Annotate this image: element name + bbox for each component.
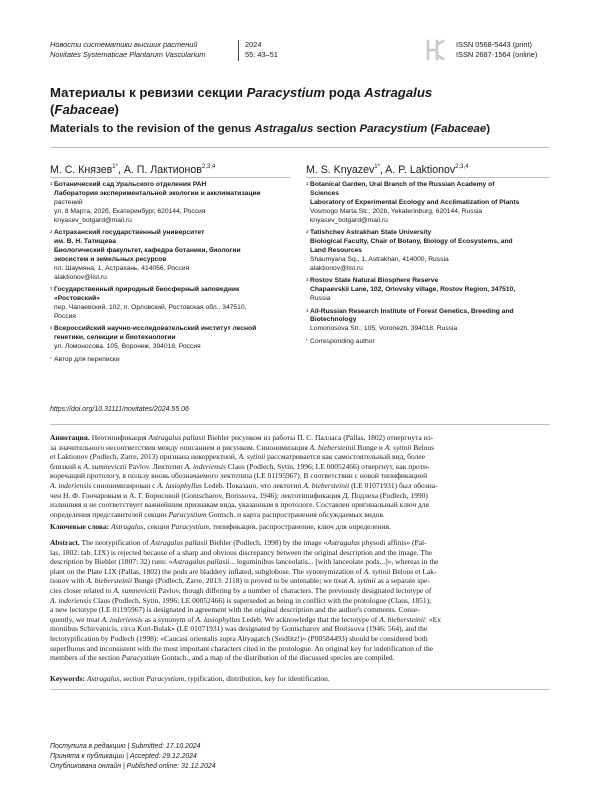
affiliation-number: * bbox=[306, 337, 308, 343]
author-affiliation-mark: 1* bbox=[112, 164, 118, 170]
affiliation-line: Россия bbox=[54, 312, 76, 320]
affiliation-entry bbox=[50, 181, 290, 226]
affiliation-line: Laboratory of Experimental Ecology and Acclimatization of Plants bbox=[310, 198, 520, 206]
affiliation-number: 3 bbox=[306, 277, 309, 283]
abstract-english bbox=[50, 538, 550, 663]
title-ru-family: Fabaceae bbox=[54, 102, 115, 117]
author-affiliation-mark: 2,3,4 bbox=[455, 164, 469, 170]
title-ru-text: ) bbox=[114, 102, 119, 117]
title-ru-text: ( bbox=[50, 102, 55, 117]
affiliation-line: «Ростовский» bbox=[54, 295, 100, 303]
affiliation-number: 1 bbox=[306, 181, 309, 186]
keywords-english bbox=[50, 674, 550, 684]
affiliation-line: Ботанический сад Уральского отделения РАН bbox=[54, 181, 207, 188]
text-line: plant on the Plate LIX (Pallas, 1802) the pods are bladdery inflated, subglobose. The synonymization of A. sytinii Belous et Lak- bbox=[50, 566, 437, 576]
text-line: lectotypification by Podlech (1998): «Caucasi orientalis supra Altyagatch (Seidlitz!)» (P00584493) should be considered both bbox=[50, 633, 428, 643]
affiliation-entry bbox=[306, 338, 556, 347]
text-line: Аннотация. Неотипификация Astragalus pallasii Biehler рисунком из работы П. С. Палласа (Pallas, 1802) отвергнута из- bbox=[50, 433, 434, 442]
keywords-ru-label: Ключевые слова: bbox=[50, 522, 110, 531]
affiliation-line: экосистем и земельных ресурсов bbox=[54, 255, 167, 263]
affiliation-line: ул. Ломоносова, 105, Воронеж, 394018, Россия bbox=[54, 343, 201, 351]
affiliation-line: Land Resources bbox=[310, 246, 363, 254]
affiliation-line: Rostov State Natural Biosphere Reserve bbox=[310, 277, 439, 285]
title-en-family: Fabaceae bbox=[434, 123, 487, 135]
affiliation-entry bbox=[50, 286, 290, 322]
affiliation-line: Botanical Garden, Ural Branch of the Russian Academy of bbox=[310, 181, 495, 188]
affiliation-line: Tatishchev Astrakhan State University bbox=[310, 229, 432, 237]
affiliation-email[interactable]: alaktionov@list.ru bbox=[54, 273, 107, 281]
title-en-section: Paracystium bbox=[359, 123, 428, 135]
affiliation-line: генетики, селекции и биотехнологии bbox=[54, 334, 176, 342]
title-english bbox=[50, 122, 570, 137]
keywords-russian bbox=[50, 522, 550, 532]
affiliation-entry bbox=[50, 325, 290, 352]
doi-link[interactable]: https://doi.org/10.31111/novitates/2024.55.06 bbox=[50, 406, 189, 413]
submitted-date: Поступила в редакцию | Submitted: 17.10.2024 bbox=[50, 743, 201, 750]
affiliation-number: 1 bbox=[50, 181, 53, 186]
section-label: Abstract. bbox=[50, 538, 80, 547]
affiliation-line: им. В. Н. Татищева bbox=[54, 238, 116, 246]
affiliation-number: 2 bbox=[50, 229, 53, 235]
journal-name-en: Novitates Systematicae Plantarum Vascularium bbox=[50, 50, 206, 59]
affiliation-line: Corresponding author bbox=[310, 337, 375, 345]
affiliation-entry bbox=[50, 356, 290, 365]
affiliation-line: Всероссийский научно-исследовательский институт лесной bbox=[54, 325, 257, 333]
affiliation-line: Лаборатория экспериментальной экологии и акклиматизации bbox=[54, 189, 261, 197]
title-ru-genus: Astragalus bbox=[364, 85, 433, 100]
authors-english bbox=[306, 160, 469, 177]
affiliation-entry bbox=[306, 308, 556, 335]
affiliation-entry bbox=[306, 181, 556, 226]
author-affiliation-mark: 2,3,4 bbox=[201, 164, 216, 170]
author-affiliation-mark: 1* bbox=[374, 164, 380, 170]
affiliations-english bbox=[306, 181, 556, 350]
accepted-date: Принята к публикации | Accepted: 29.12.2024 bbox=[50, 753, 197, 761]
affiliation-number: 2 bbox=[306, 229, 309, 235]
title-ru-text: рода bbox=[325, 85, 365, 100]
title-en-text: ) bbox=[486, 123, 490, 135]
affiliation-line: Государственный природный биосферный заповедник bbox=[54, 286, 240, 294]
section-label: Аннотация. bbox=[50, 433, 90, 442]
affiliation-email[interactable]: knyasev_botgard@mail.ru bbox=[54, 216, 132, 224]
author-rule-en bbox=[306, 177, 550, 178]
author-name: М. С. Князев bbox=[50, 164, 113, 176]
doi-rule bbox=[50, 424, 550, 425]
affiliation-line: Sciences bbox=[310, 189, 339, 197]
journal-name-ru: Новости систематики высших растений bbox=[50, 40, 198, 49]
affiliation-number: 4 bbox=[306, 307, 309, 313]
abstract-lines bbox=[50, 538, 550, 663]
text-line: излишняя и не соответствует важнейшим признакам вида, указанным в протологе. Составлен оригинальный ключ для bbox=[50, 500, 430, 510]
title-en-text: Materials to the revision of the genus bbox=[50, 123, 255, 135]
text-line: superfluous and inconsistent with the most important characters cited in the protologue. An original key for indetification of the bbox=[50, 643, 434, 653]
text-line: воречащий протологу, в пользу вновь обозначаемого лектотипа (LE 01195967). В соответствии с новой типификацией bbox=[50, 471, 428, 481]
text-line: близкий к A. sumneviczii Pavlov. Лектотип A. inderiensis Claus (Podlech, Sytin, 1996; LE 00052466) отвергнут, как проти- bbox=[50, 461, 430, 471]
keywords-en-label: Keywords: bbox=[50, 674, 85, 683]
text-line: et Laktionov (Podlech, Zarre, 2013) признана некорректной, A. sytinii рассматривается как самостоятельный вид, более bbox=[50, 452, 426, 462]
affiliation-email[interactable]: knyasev_botgard@mail.ru bbox=[310, 216, 388, 224]
affiliation-line: Lomonosova Str., 105, Voronezh, 394018, Russia bbox=[310, 325, 458, 333]
affiliation-line: Астраханский государственный университет bbox=[54, 229, 205, 237]
text-line: las, 1802: tab. LIX) is rejected because of a sharp and obvious discrepancy between the original description and the image. The bbox=[50, 547, 433, 557]
text-line: Abstract. The neotypification of Astragalus pallasii Biehler (Podlech, 1998) by the image «Astragalus physodi affinis» (Pal- bbox=[50, 538, 427, 547]
abstract-rule bbox=[50, 689, 550, 690]
title-en-text: section bbox=[313, 123, 360, 135]
issn-print: ISSN 0568-5443 (print) bbox=[456, 40, 532, 49]
header-divider bbox=[238, 40, 239, 61]
affiliation-line: Russia bbox=[310, 295, 331, 303]
title-en-genus: Astragalus bbox=[254, 123, 314, 135]
affiliation-line: Vosmogo Marta Str., 202b, Yekaterinburg, 620144, Russia bbox=[310, 207, 483, 215]
affiliation-line: Автор для переписки bbox=[54, 355, 120, 363]
text-line: a new lectotype (LE 01195967) is designated in agreement with the original description and the author's comments. Conse- bbox=[50, 605, 420, 615]
affiliation-number: 4 bbox=[50, 325, 53, 331]
text-line: A. inderiensis синонимизирован с A. lasiophyllus Ledeb. Показано, что лектотип A. biebersteinii (LE 01071931) был обозна- bbox=[50, 480, 438, 490]
title-rule bbox=[50, 147, 550, 148]
authors-russian bbox=[50, 160, 215, 177]
affiliation-entry bbox=[50, 229, 290, 282]
text-line: quently, we treat A. inderiensis as a synonym of A. lasiophyllus Ledeb. We acknowledge that the lectotype of A. biebersteinii: «Ex bbox=[50, 614, 441, 624]
author-separator: , bbox=[379, 164, 386, 176]
issn-online: ISSN 2687-1564 (online) bbox=[456, 50, 538, 59]
annotation-russian bbox=[50, 433, 550, 519]
text-line: description by Biehler (1807: 32) runs: «Astragalus pallasii... leguminibus lanceolatis... [with lanceolate pods...]», whereas in the bbox=[50, 557, 439, 567]
publication-history bbox=[50, 742, 216, 773]
affiliation-entry bbox=[306, 277, 556, 304]
issue-info bbox=[245, 40, 278, 60]
author-name: А. П. Лактионов bbox=[123, 164, 202, 176]
affiliation-number: * bbox=[50, 355, 52, 361]
affiliation-line: Biological Faculty, Chair of Botany, Biology of Ecosystems, and bbox=[310, 238, 513, 246]
affiliation-line: растений bbox=[54, 198, 83, 206]
author-separator: , bbox=[117, 164, 124, 176]
journal-logo-icon bbox=[424, 38, 446, 62]
affiliation-line: пер. Чапаевский, 102, п. Орловский, Ростовская обл., 347510, bbox=[54, 303, 247, 311]
text-line: за значительного несоответствия между описанием и рисунком. Синонимизация A. biebersteinii Bunge и A. sytinii Belous bbox=[50, 442, 435, 452]
affiliation-line: пл. Шаумяна, 1, Астрахань, 414056, Россия bbox=[54, 264, 190, 272]
published-date: Опубликована онлайн | Published online: 31.12.2024 bbox=[50, 763, 216, 771]
journal-name bbox=[50, 40, 205, 60]
text-line: montibus Schirvanicis, circa Kurt-Bulak» (LE 01071931) was designated by Gontscharov and Borissova (1946: 564), and the bbox=[50, 624, 428, 634]
text-line: members of the section Paracystium Gontsch., and a map of the distribution of the discussed species are compiled. bbox=[50, 653, 395, 663]
author-name: M. S. Knyazev bbox=[306, 164, 375, 176]
issn-block bbox=[456, 40, 537, 60]
affiliation-line: ул. 8 Марта, 202б, Екатеринбург, 620144, Россия bbox=[54, 207, 206, 215]
keywords-en-text: Astragalus, section Paracystium, typification, distribution, key for identification. bbox=[86, 674, 330, 683]
issue-volume-pages: 55: 43–51 bbox=[245, 50, 278, 59]
text-line: cies closer related to A. sumneviczii Pavlov, though differing by a number of characters. The previously designated lectotype of bbox=[50, 585, 432, 595]
title-ru-section: Paracystium bbox=[246, 85, 326, 100]
annotation-lines bbox=[50, 433, 550, 519]
title-en-text: ( bbox=[427, 123, 435, 135]
affiliation-line: All-Russian Research Institute of Forest Genetics, Breeding and bbox=[310, 307, 514, 315]
author-name: A. P. Laktionov bbox=[385, 164, 456, 176]
author-rule-ru bbox=[50, 177, 290, 178]
title-russian bbox=[50, 84, 560, 118]
keywords-ru-text: Astragalus, секция Paracystium, типификация, распространение, ключ для определения. bbox=[111, 522, 391, 531]
affiliation-entry bbox=[306, 229, 556, 274]
affiliation-number: 3 bbox=[50, 286, 53, 292]
affiliation-line: Биологический факультет, кафедра ботаники, биологии bbox=[54, 246, 241, 254]
affiliation-email[interactable]: alaktionov@list.ru bbox=[310, 264, 363, 272]
text-line: A. inderiensis Claus (Podlech, Sytin, 1996; LE 00052466) is superseded as being in conflict with the protologue (Claus, 1851); bbox=[50, 595, 432, 605]
affiliation-line: Biotechnology bbox=[310, 316, 357, 324]
affiliation-line: Shaumyana Sq., 1, Astrakhan, 414000, Russia bbox=[310, 255, 449, 263]
affiliation-line: Chapaevskii Lane, 102, Orlovsky village, Rostov Region, 347510, bbox=[310, 286, 516, 294]
text-line: определения представителей секции Paracystium Gontsch. и карта распространения обсуждаемых видов. bbox=[50, 509, 385, 519]
issue-year: 2024 bbox=[245, 40, 262, 49]
text-line: tionov with A. biebersteinii Bunge (Podlech, Zarre, 2013: 2118) is proved to be untenable; we treat A. sytinii as a separate spe- bbox=[50, 576, 430, 586]
affiliations-russian bbox=[50, 181, 290, 368]
text-line: чен Н. Ф. Гончаровым и А. Г. Борисовой (Gontscharov, Borissova, 1946); лектотипификация Д. Подлеха (Podlech, 1990) bbox=[50, 490, 428, 500]
title-ru-text: Материалы к ревизии секции bbox=[50, 85, 247, 100]
